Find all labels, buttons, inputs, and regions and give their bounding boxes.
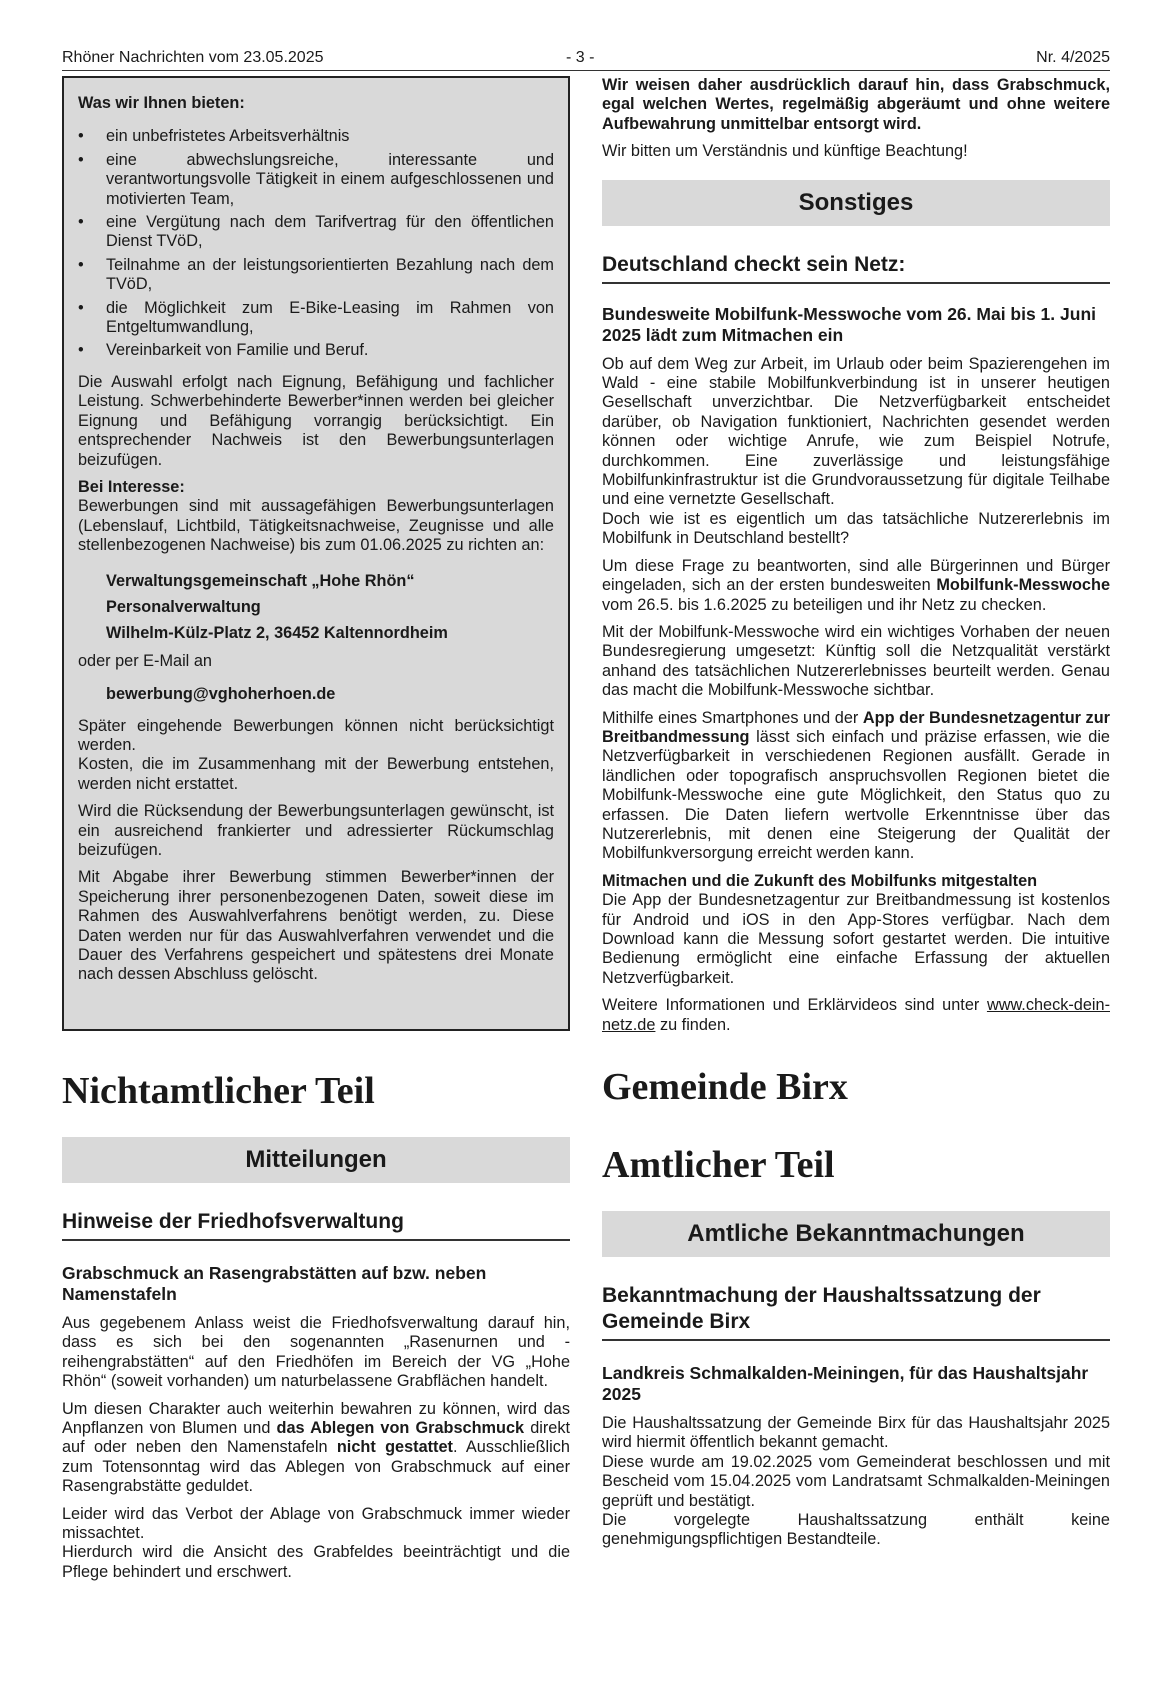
friedhof-warning: Wir weisen daher ausdrücklich darauf hin, dass Grabschmuck, egal welchen Wertes, regelmäßig abgeräumt und ohne weitere Aufbewahrung unmittelbar entsorgt wird.	[602, 76, 1110, 133]
grabschmuck-subhead: Grabschmuck an Rasengrabstätten auf bzw. neben Namenstafeln	[62, 1263, 487, 1304]
offer-item: • ein unbefristetes Arbeitsverhältnis	[78, 127, 554, 146]
mitteilungen-bar: Mitteilungen	[62, 1137, 570, 1183]
address-line: Verwaltungsgemeinschaft „Hohe Rhön“	[106, 571, 415, 590]
haushalt-paragraph-1: Die Haushaltssatzung der Gemeinde Birx für das Haushaltsjahr 2025 wird hiermit öffentlich bekannt gemacht.	[602, 1414, 1110, 1452]
interest-label: Bei Interesse:	[78, 477, 185, 496]
bold-span: das Ablegen von Grabschmuck	[276, 1419, 525, 1438]
postal-address	[78, 572, 554, 644]
netz-paragraph-4	[602, 709, 1110, 864]
page-header	[62, 48, 1110, 71]
offer-item: • Teilnahme an der leistungsorientierten Bezahlung nach dem TVöD,	[78, 256, 554, 295]
bold-span: Mobilfunk-Messwoche	[936, 576, 1110, 595]
text-span: . Ausschließlich zum Totensonntag wird das Ablegen von Grabschmuck auf einer Rasengrabstätte geduldet.	[62, 1438, 570, 1496]
netz-paragraph-5-title: Mitmachen und die Zukunft des Mobilfunks mitgestalten	[602, 871, 1038, 890]
left-column	[62, 76, 570, 1582]
privacy-text: Mit Abgabe ihrer Bewerbung stimmen Bewerber*innen der Speicherung ihrer personenbezogenen Daten, soweit diese im Rahmen des Auswahlverfahrens benötigt werden, zu. Diese Daten werden nur für das Auswahlverfahren verwendet und die Dauer des Verfahrens gespeichert und spätestens drei Monate nach dessen Abschluss gelöscht.	[78, 868, 554, 984]
netz-subhead: Bundesweite Mobilfunk-Messwoche vom 26. Mai bis 1. Juni 2025 lädt zum Mitmachen ein	[602, 303, 1096, 345]
costs-text: Kosten, die im Zusammenhang mit der Bewerbung entstehen, werden nicht erstattet.	[78, 755, 554, 793]
text-span: zu finden.	[655, 1015, 731, 1034]
friedhof-thanks: Wir bitten um Verständnis und künftige Beachtung!	[602, 142, 968, 161]
friedhof-paragraph-3b: Hierdurch wird die Ansicht des Grabfeldes beeinträchtigt und die Pflege behindert und erschwert.	[62, 1543, 570, 1581]
offer-list	[78, 127, 554, 360]
sonstiges-bar: Sonstiges	[602, 180, 1110, 226]
gemeinde-birx-title: Gemeinde Birx	[602, 1066, 848, 1109]
text-span: Um diese Frage zu beantworten, sind alle Bürgerinnen und Bürger eingeladen, sich an der ersten bundesweiten	[602, 556, 1110, 595]
haushalt-heading: Bekanntmachung der Haushaltssatzung der Gemeinde Birx	[602, 1283, 1110, 1341]
text-span: Weitere Informationen und Erklärvideos sind unter	[602, 996, 987, 1015]
friedhof-paragraph-2	[62, 1400, 570, 1497]
header-page-number: - 3 -	[566, 49, 595, 66]
offer-item: • eine abwechslungsreiche, interessante und verantwortungsvolle Tätigkeit in einem aufgeschlossenen und motivierten Team,	[78, 151, 554, 209]
header-issue-number: Nr. 4/2025	[1036, 49, 1110, 66]
friedhof-paragraph-1: Aus gegebenem Anlass weist die Friedhofsverwaltung darauf hin, dass es sich bei den sogenannten „Rasenurnen und -reihengrabstätten“ auf den Friedhöfen im Bereich der VG „Hohe Rhön“ (soweit vorhanden) um naturbelassene Grabflächen handelt.	[62, 1314, 570, 1391]
netz-paragraph-1b: Doch wie ist es eigentlich um das tatsächliche Nutzererlebnis im Mobilfunk in Deutschland bestellt?	[602, 509, 1110, 548]
late-applications-text: Später eingehende Bewerbungen können nicht berücksichtigt werden.	[78, 716, 554, 754]
netz-heading: Deutschland checkt sein Netz:	[602, 252, 1110, 284]
netz-paragraph-6	[602, 996, 1110, 1035]
application-email: bewerbung@vghoherhoen.de	[106, 685, 336, 704]
netz-paragraph-2	[602, 557, 1110, 615]
or-email-text: oder per E-Mail an	[78, 651, 212, 670]
haushalt-subhead: Landkreis Schmalkalden-Meiningen, für das Haushaltsjahr 2025	[602, 1363, 1089, 1405]
friedhof-paragraph-3a: Leider wird das Verbot der Ablage von Grabschmuck immer wieder missachtet.	[62, 1504, 570, 1543]
text-span: vom 26.5. bis 1.6.2025 zu beteiligen und ihr Netz zu checken.	[602, 595, 1047, 614]
text-span: Mithilfe eines Smartphones und der	[602, 708, 863, 727]
return-text: Wird die Rücksendung der Bewerbungsunterlagen gewünscht, ist ein ausreichend frankierter und adressierter Rückumschlag beizufügen.	[78, 802, 554, 859]
netz-paragraph-3: Mit der Mobilfunk-Messwoche wird ein wichtiges Vorhaben der neuen Bundesregierung umgesetzt: Künftig soll die Netzqualität verstärkt anhand des tatsächlichen Nutzererlebnisses beurteilt werden. Genau das macht die Mobilfunk-Messwoche sichtbar.	[602, 622, 1110, 700]
bold-span: App der Bundesnetzagentur zur Breitbandmessung	[602, 708, 1110, 746]
offer-item: • die Möglichkeit zum E-Bike-Leasing im Rahmen von Entgeltumwandlung,	[78, 299, 554, 338]
offer-item: • eine Vergütung nach dem Tarifvertrag für den öffentlichen Dienst TVöD,	[78, 213, 554, 252]
netz-paragraph-5: Die App der Bundesnetzagentur zur Breitbandmessung ist kostenlos für Android und iOS in den App-Stores verfügbar. Nach dem Download kann die Messung sofort gestartet werden. Die intuitive Bedienung ermöglicht eine einfache Erfassung der aktuellen Netzverfügbarkeit.	[602, 891, 1110, 987]
amtlicher-teil-title: Amtlicher Teil	[602, 1144, 835, 1187]
amtliche-bekanntmachungen-bar: Amtliche Bekanntmachungen	[602, 1211, 1110, 1257]
haushalt-paragraph-3: Die vorgelegte Haushaltssatzung enthält keine genehmigungspflichtigen Bestandteile.	[602, 1511, 1110, 1549]
haushalt-paragraph-2: Diese wurde am 19.02.2025 vom Gemeinderat beschlossen und mit Bescheid vom 15.04.2025 vom Landratsamt Schmalkalden-Meiningen geprüft und bestätigt.	[602, 1452, 1110, 1510]
text-span: lässt sich einfach und präzise erfassen, wie die Netzverfügbarkeit in verschiedenen Regionen ausfällt. Gerade in ländlichen oder topografisch anspruchsvollen Regionen bietet die Mobilfunk-Messwoche eine gute Möglichkeit, den Status quo zu erfassen. Die Daten liefern wertvolle Erkenntnisse über das Nutzererlebnis, mit denen eine Steigerung der Qualität der Mobilfunkversorgung erreicht werden kann.	[602, 727, 1110, 863]
text-span: direkt auf oder neben den Namenstafeln	[62, 1419, 571, 1457]
check-dein-netz-link[interactable]: www.check-dein-netz.de	[602, 996, 1110, 1034]
address-line: Wilhelm-Külz-Platz 2, 36452 Kaltennordheim	[106, 624, 448, 643]
interest-text: Bewerbungen sind mit aussagefähigen Bewerbungsunterlagen (Lebenslauf, Lichtbild, Tätigkeitsnachweise, Zeugnisse und alle stellenbezogenen Nachweise) bis zum 01.06.2025 zu richten an:	[78, 497, 554, 555]
text-span: Um diesen Charakter auch weiterhin bewahren zu können, wird das Anpflanzen von Blumen und	[62, 1399, 570, 1438]
right-column	[602, 76, 1110, 1550]
bold-span: nicht gestattet	[336, 1438, 453, 1457]
address-line: Personalverwaltung	[106, 597, 261, 616]
box-title: Was wir Ihnen bieten:	[78, 94, 245, 112]
offer-item: • Vereinbarkeit von Familie und Beruf.	[78, 341, 554, 360]
nichtamtlicher-teil-title: Nichtamtlicher Teil	[62, 1070, 375, 1112]
job-offer-box	[62, 76, 570, 1031]
netz-paragraph-1a: Ob auf dem Weg zur Arbeit, im Urlaub oder beim Spazierengehen im Wald - eine stabile Mobilfunkverbindung ist in unserer heutigen Gesellschaft unverzichtbar. Die Netzverfügbarkeit entscheidet darüber, ob Navigation funktioniert, Nachrichten gesendet werden können oder wichtige Anrufe, wie zum Beispiel Notrufe, durchkommen. Eine zuverlässige und leistungsfähige Mobilfunkinfrastruktur ist die Grundvoraussetzung für digitale Teilhabe und eine vernetzte Gesellschaft.	[602, 354, 1110, 509]
friedhof-heading: Hinweise der Friedhofsverwaltung	[62, 1209, 570, 1241]
header-publication: Rhöner Nachrichten vom 23.05.2025	[62, 49, 324, 66]
selection-text: Die Auswahl erfolgt nach Eignung, Befähigung und fachlicher Leistung. Schwerbehinderte Bewerber*innen werden bei gleicher Eignung und Befähigung vorrangig berücksichtigt. Ein entsprechender Nachweis ist den Bewerbungsunterlagen beizufügen.	[78, 372, 554, 469]
